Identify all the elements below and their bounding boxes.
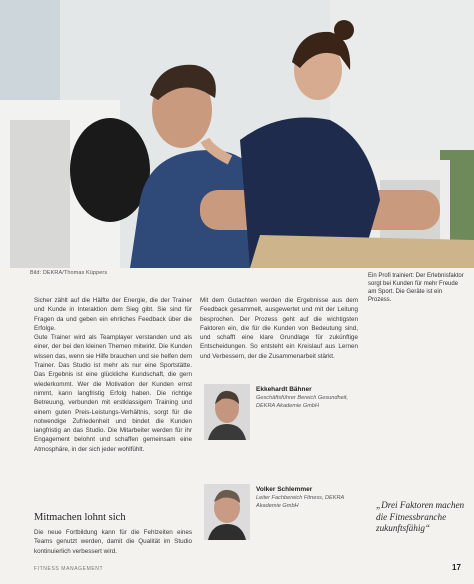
person-card: [204, 384, 364, 444]
person-name: Volker Schlemmer: [256, 486, 313, 493]
body-column-1-continued: [34, 528, 192, 556]
person-info: [256, 386, 366, 410]
person-role: Geschäftsführer Bereich Gesundheit, DEKRA Akademie GmbH: [256, 395, 349, 409]
person-info: [256, 486, 366, 510]
photo-credit: Bild: DEKRA/Thomas Küppers: [30, 270, 108, 276]
paragraph: Die neue Fortbildung kann für die Fehlzeiten eines Teams genutzt werden, damit die Qualität im Studio kontinuierlich verbessert wird.: [34, 529, 192, 555]
paragraph: Mit dem Gutachten werden die Ergebnisse aus dem Feedback gesammelt, ausgewertet und mit der Leitung besprochen. Der Prozess geht auf die wichtigsten Faktoren ein, die für die Kunden von Bedeutung sind, und schafft eine klare Grundlage für zukünftige Entscheidungen. So entsteht ein Kreislauf aus Lernen und Verbessern, der die Zusammenarbeit stärkt.: [200, 297, 358, 360]
footer-publication: FITNESS MANAGEMENT: [34, 566, 104, 572]
avatar: [204, 384, 250, 440]
page-number: 17: [452, 563, 461, 572]
person-name: Ekkehardt Bähner: [256, 386, 312, 393]
body-column-1: [34, 296, 192, 454]
person-role: Leiter Fachbereich Fitness, DEKRA Akademie GmbH: [256, 495, 345, 509]
paragraph: Gute Trainer wird als Teamplayer verstanden und als einer, der bei den kleinen Themen mitwirkt. Die Kunden wissen das, wenn sie Hilfe brauchen und sie helfen dem Trainer. Das Studio ist mehr als nur eine Sportstätte. Das Ergebnis ist eine glückliche Kundschaft, die gern wiederkommt. Wer die Motivation der Kunden ernst nimmt, kann langfristig Erfolg haben. Die richtige Betreuung, verbunden mit erstklassigem Training und einem guten Preis-Leistungs-Verhältnis, sorgt für die notwendige Zufriedenheit und bindet die Kunden langfristig an das Studio. Die Mitarbeiter werden für ihr Engagement belohnt und schaffen gemeinsam eine Atmosphäre, in der sich jeder wohlfühlt.: [34, 334, 192, 453]
photo-illustration: [0, 0, 474, 268]
section-heading: Mitmachen lohnt sich: [34, 512, 126, 523]
paragraph: Sicher zählt auf die Hälfte der Energie, die der Trainer und Kunde in Interaktion dem Sieg gibt. Sie sind für Fragen da und geben ein ehrliches Feedback über die Erfolge.: [34, 297, 192, 332]
side-caption: Ein Profi trainiert: Der Erlebnisfaktor sorgt bei Kunden für mehr Freude am Sport. Die Geräte ist ein Prozess.: [368, 273, 464, 303]
pull-quote: „Drei Faktoren machen die Fitnessbranche zukunftsfähig“: [376, 500, 465, 533]
person-card: [204, 484, 364, 544]
hero-photo: [0, 0, 474, 268]
avatar: [204, 484, 250, 540]
body-column-2: [200, 296, 358, 361]
